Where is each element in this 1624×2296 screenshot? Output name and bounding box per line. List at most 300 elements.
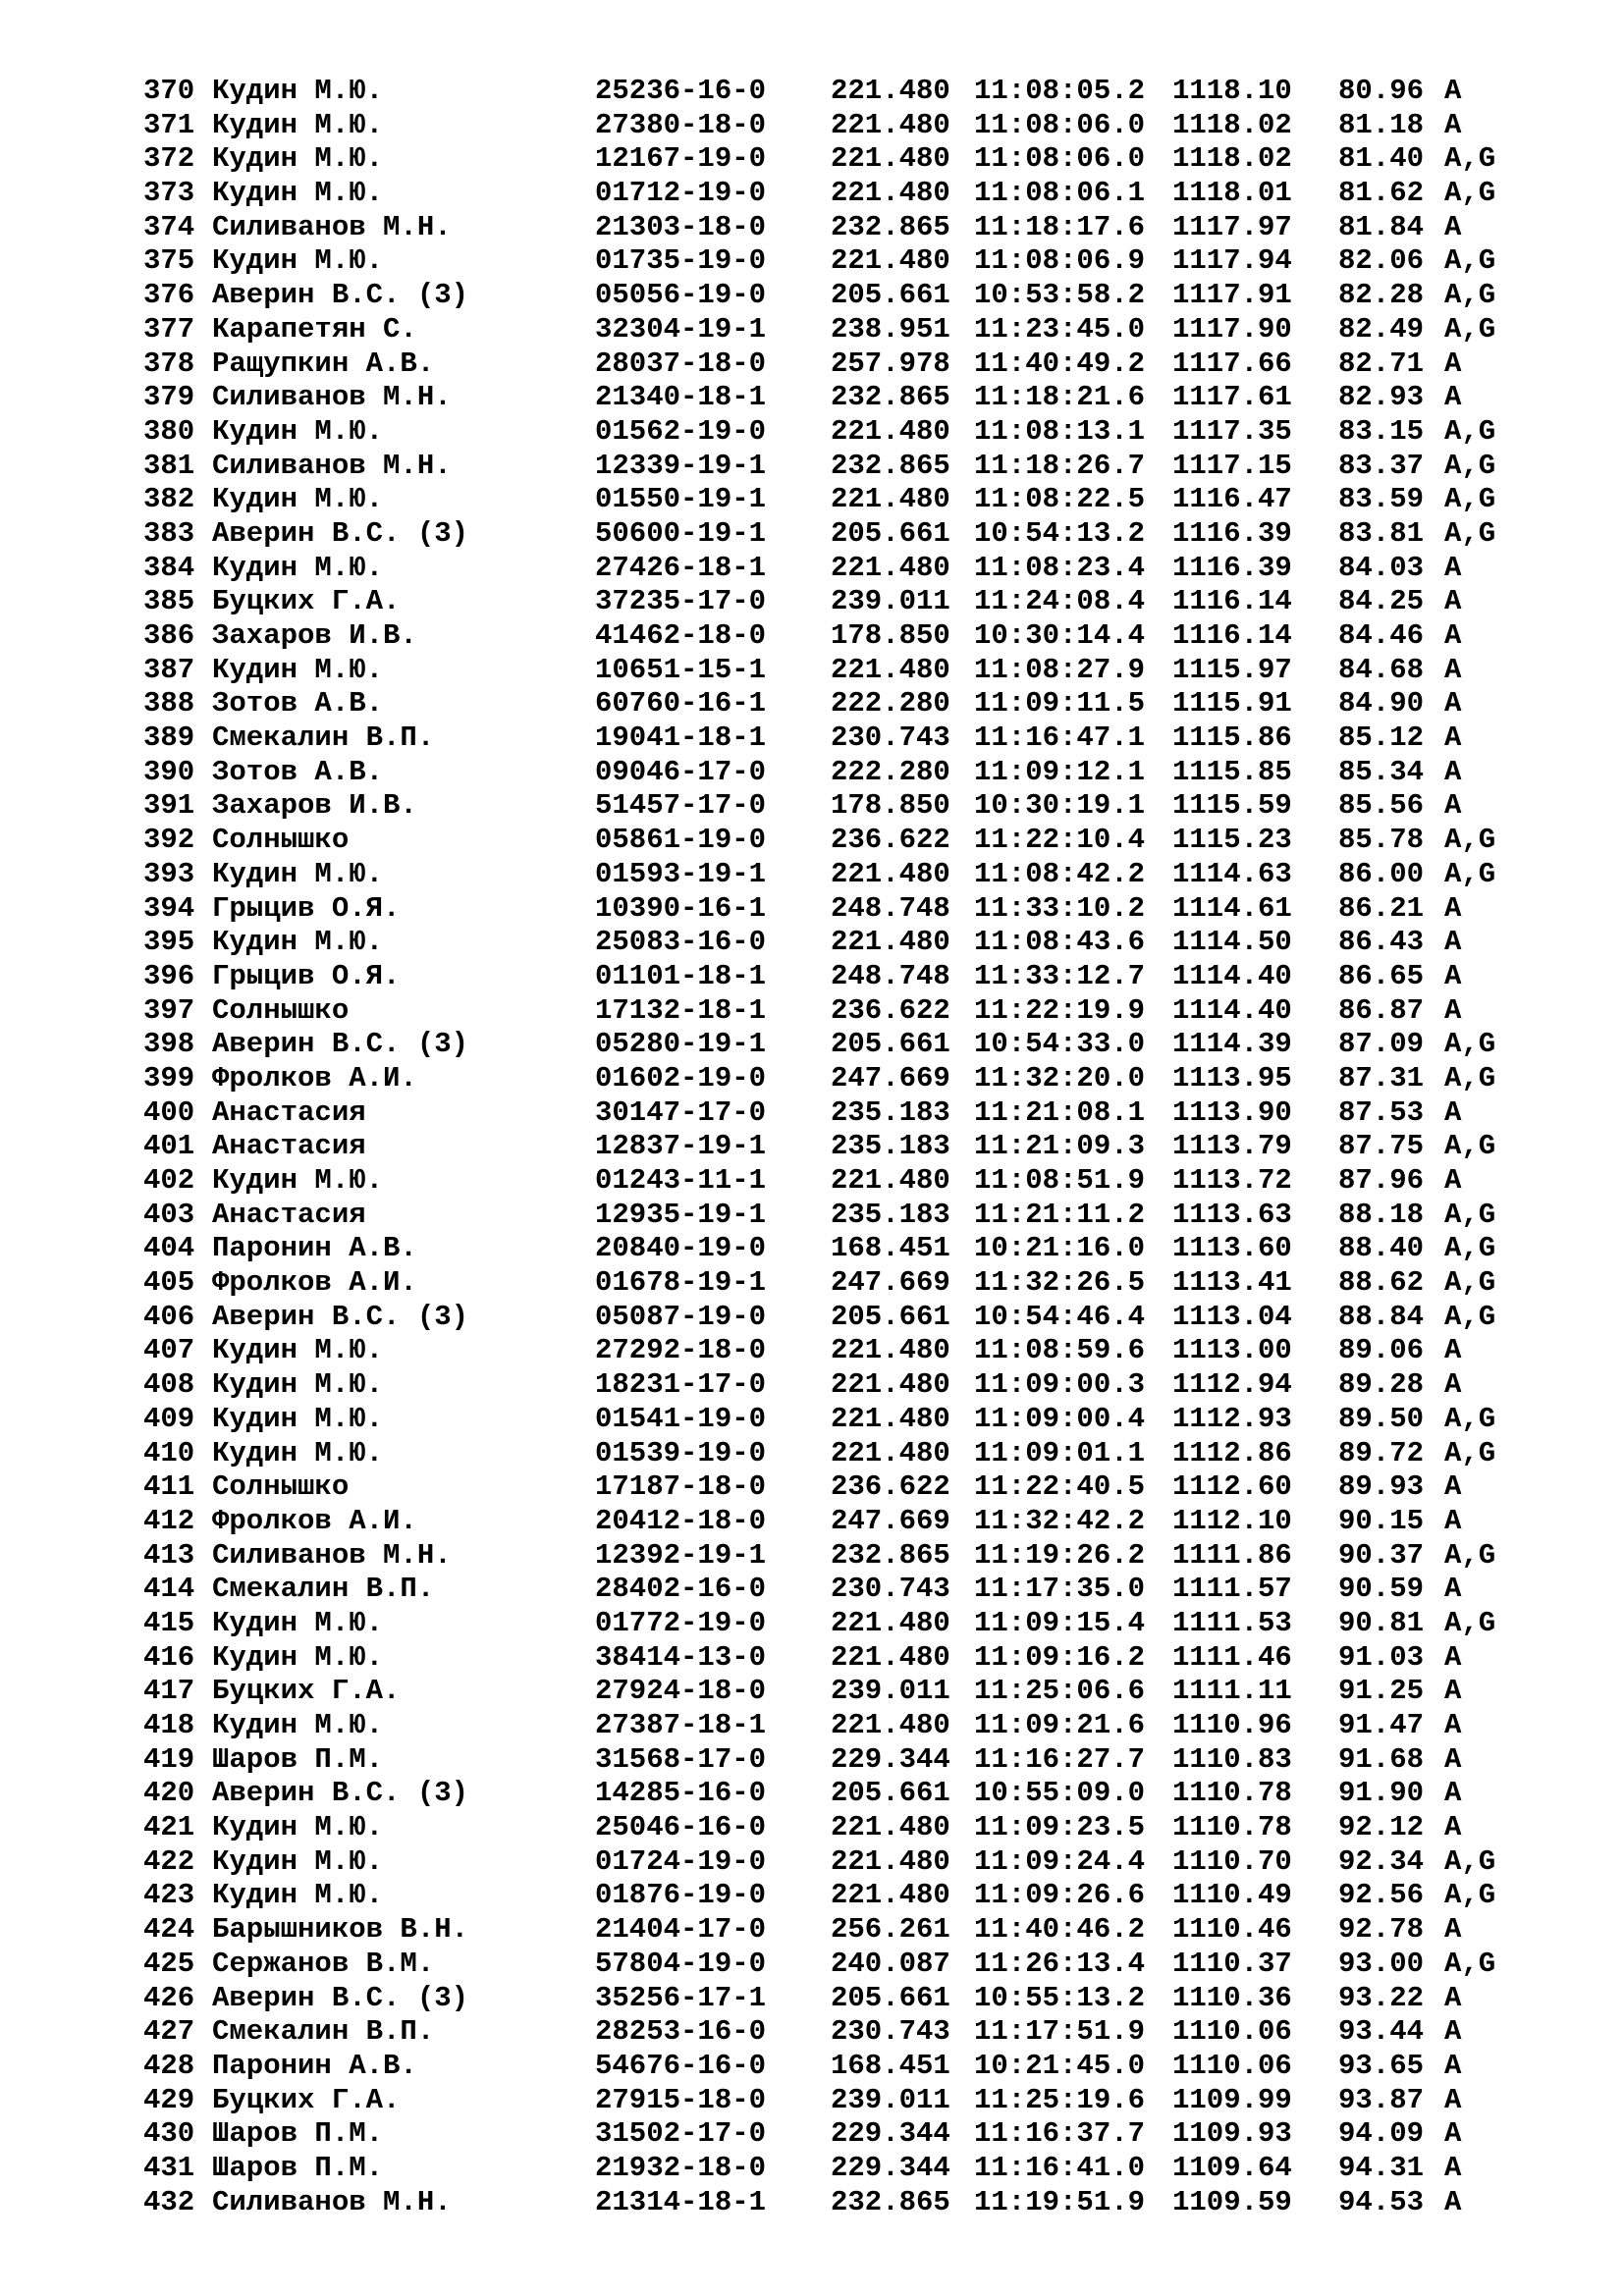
- arrival-time: 11:25:19.6: [974, 2083, 1146, 2116]
- speed: 1117.66: [1172, 347, 1292, 380]
- speed: 1113.72: [1172, 1164, 1292, 1197]
- coefficient: 82.06: [1338, 244, 1425, 278]
- speed: 1110.46: [1172, 1913, 1292, 1947]
- flags: A: [1444, 721, 1462, 755]
- arrival-time: 11:33:12.7: [974, 959, 1146, 992]
- fancier-name: Кудин М.Ю.: [212, 1879, 384, 1912]
- place-number: 379: [143, 381, 195, 414]
- place-number: 384: [143, 551, 195, 584]
- fancier-name: Кудин М.Ю.: [212, 1606, 384, 1639]
- fancier-name: Силиванов М.Н.: [212, 210, 452, 243]
- place-number: 386: [143, 619, 195, 652]
- coefficient: 82.28: [1338, 279, 1425, 312]
- fancier-name: Шаров П.М.: [212, 1742, 384, 1776]
- arrival-time: 10:54:33.0: [974, 1028, 1146, 1061]
- ring-number: 28037-18-0: [595, 347, 767, 380]
- flags: A,G: [1444, 244, 1496, 278]
- flags: A,G: [1444, 1538, 1496, 1572]
- flags: A,G: [1444, 279, 1496, 312]
- fancier-name: Ращупкин А.В.: [212, 347, 435, 380]
- fancier-name: Кудин М.Ю.: [212, 414, 384, 448]
- distance: 178.850: [831, 619, 950, 652]
- arrival-time: 11:08:42.2: [974, 857, 1146, 890]
- coefficient: 85.56: [1338, 789, 1425, 823]
- ring-number: 27426-18-1: [595, 551, 767, 584]
- fancier-name: Силиванов М.Н.: [212, 381, 452, 414]
- distance: 236.622: [831, 1470, 950, 1504]
- place-number: 404: [143, 1232, 195, 1265]
- distance: 247.669: [831, 1266, 950, 1300]
- place-number: 393: [143, 857, 195, 890]
- place-number: 376: [143, 279, 195, 312]
- speed: 1114.39: [1172, 1028, 1292, 1061]
- ring-number: 35256-17-1: [595, 1981, 767, 2014]
- flags: A: [1444, 585, 1462, 618]
- arrival-time: 11:40:49.2: [974, 347, 1146, 380]
- arrival-time: 11:32:42.2: [974, 1504, 1146, 1537]
- ring-number: 01678-19-1: [595, 1266, 767, 1300]
- place-number: 396: [143, 959, 195, 992]
- speed: 1110.36: [1172, 1981, 1292, 2014]
- distance: 230.743: [831, 1573, 950, 1606]
- ring-number: 01876-19-0: [595, 1879, 767, 1912]
- place-number: 370: [143, 75, 195, 107]
- place-number: 427: [143, 2015, 195, 2049]
- ring-number: 41462-18-0: [595, 619, 767, 652]
- arrival-time: 11:08:06.0: [974, 108, 1146, 141]
- flags: A,G: [1444, 1130, 1496, 1163]
- distance: 235.183: [831, 1095, 950, 1129]
- ring-number: 27380-18-0: [595, 108, 767, 141]
- distance: 221.480: [831, 1844, 950, 1878]
- fancier-name: Кудин М.Ю.: [212, 1334, 384, 1367]
- ring-number: 18231-17-0: [595, 1368, 767, 1402]
- coefficient: 83.15: [1338, 414, 1425, 448]
- arrival-time: 11:09:26.6: [974, 1879, 1146, 1912]
- distance: 221.480: [831, 1811, 950, 1844]
- distance: 205.661: [831, 1028, 950, 1061]
- distance: 229.344: [831, 2117, 950, 2151]
- fancier-name: Кудин М.Ю.: [212, 244, 384, 278]
- distance: 239.011: [831, 2083, 950, 2116]
- place-number: 390: [143, 755, 195, 788]
- flags: A: [1444, 1334, 1462, 1367]
- flags: A: [1444, 1777, 1462, 1810]
- speed: 1109.59: [1172, 2185, 1292, 2218]
- flags: A: [1444, 75, 1462, 107]
- coefficient: 91.25: [1338, 1675, 1425, 1708]
- ring-number: 01735-19-0: [595, 244, 767, 278]
- coefficient: 88.40: [1338, 1232, 1425, 1265]
- fancier-name: Шаров П.М.: [212, 2117, 384, 2151]
- flags: A: [1444, 2015, 1462, 2049]
- fancier-name: Анастасия: [212, 1095, 366, 1129]
- arrival-time: 11:08:59.6: [974, 1334, 1146, 1367]
- place-number: 378: [143, 347, 195, 380]
- fancier-name: Кудин М.Ю.: [212, 653, 384, 686]
- place-number: 394: [143, 891, 195, 925]
- place-number: 421: [143, 1811, 195, 1844]
- distance: 221.480: [831, 1164, 950, 1197]
- distance: 222.280: [831, 755, 950, 788]
- ring-number: 17187-18-0: [595, 1470, 767, 1504]
- distance: 221.480: [831, 1402, 950, 1435]
- fancier-name: Буцких Г.А.: [212, 1675, 401, 1708]
- distance: 221.480: [831, 414, 950, 448]
- arrival-time: 11:26:13.4: [974, 1947, 1146, 1980]
- arrival-time: 11:33:10.2: [974, 891, 1146, 925]
- fancier-name: Кудин М.Ю.: [212, 1436, 384, 1469]
- coefficient: 93.22: [1338, 1981, 1425, 2014]
- fancier-name: Кудин М.Ю.: [212, 1709, 384, 1741]
- place-number: 429: [143, 2083, 195, 2116]
- flags: A: [1444, 1470, 1462, 1504]
- speed: 1110.70: [1172, 1844, 1292, 1878]
- place-number: 407: [143, 1334, 195, 1367]
- fancier-name: Барышников В.Н.: [212, 1913, 469, 1947]
- flags: A: [1444, 108, 1462, 141]
- flags: A,G: [1444, 824, 1496, 857]
- ring-number: 25046-16-0: [595, 1811, 767, 1844]
- fancier-name: Шаров П.М.: [212, 2151, 384, 2184]
- arrival-time: 10:30:14.4: [974, 619, 1146, 652]
- arrival-time: 11:24:08.4: [974, 585, 1146, 618]
- speed: 1109.99: [1172, 2083, 1292, 2116]
- flags: A,G: [1444, 142, 1496, 176]
- speed: 1110.83: [1172, 1742, 1292, 1776]
- distance: 221.480: [831, 1436, 950, 1469]
- place-number: 381: [143, 449, 195, 482]
- flags: A,G: [1444, 177, 1496, 210]
- flags: A,G: [1444, 1266, 1496, 1300]
- ring-number: 01550-19-1: [595, 483, 767, 516]
- distance: 232.865: [831, 2185, 950, 2218]
- place-number: 418: [143, 1709, 195, 1741]
- flags: A: [1444, 381, 1462, 414]
- fancier-name: Аверин В.С. (3): [212, 279, 469, 312]
- speed: 1115.86: [1172, 721, 1292, 755]
- place-number: 401: [143, 1130, 195, 1163]
- fancier-name: Фролков А.И.: [212, 1504, 417, 1537]
- coefficient: 88.18: [1338, 1198, 1425, 1231]
- speed: 1112.94: [1172, 1368, 1292, 1402]
- speed: 1115.91: [1172, 687, 1292, 721]
- flags: A,G: [1444, 1436, 1496, 1469]
- distance: 238.951: [831, 312, 950, 346]
- flags: A,G: [1444, 449, 1496, 482]
- flags: A,G: [1444, 1232, 1496, 1265]
- speed: 1118.10: [1172, 75, 1292, 107]
- coefficient: 84.03: [1338, 551, 1425, 584]
- speed: 1110.49: [1172, 1879, 1292, 1912]
- flags: A: [1444, 619, 1462, 652]
- arrival-time: 11:16:37.7: [974, 2117, 1146, 2151]
- ring-number: 27924-18-0: [595, 1675, 767, 1708]
- place-number: 374: [143, 210, 195, 243]
- coefficient: 82.71: [1338, 347, 1425, 380]
- ring-number: 50600-19-1: [595, 516, 767, 550]
- fancier-name: Кудин М.Ю.: [212, 1640, 384, 1674]
- place-number: 405: [143, 1266, 195, 1300]
- distance: 221.480: [831, 244, 950, 278]
- distance: 205.661: [831, 1777, 950, 1810]
- fancier-name: Смекалин В.П.: [212, 1573, 435, 1606]
- coefficient: 87.31: [1338, 1061, 1425, 1095]
- arrival-time: 11:32:26.5: [974, 1266, 1146, 1300]
- flags: A: [1444, 1640, 1462, 1674]
- fancier-name: Кудин М.Ю.: [212, 1164, 384, 1197]
- arrival-time: 10:55:13.2: [974, 1981, 1146, 2014]
- distance: 239.011: [831, 1675, 950, 1708]
- ring-number: 01712-19-0: [595, 177, 767, 210]
- distance: 221.480: [831, 653, 950, 686]
- speed: 1117.35: [1172, 414, 1292, 448]
- place-number: 431: [143, 2151, 195, 2184]
- distance: 178.850: [831, 789, 950, 823]
- arrival-time: 11:08:06.0: [974, 142, 1146, 176]
- speed: 1116.39: [1172, 516, 1292, 550]
- ring-number: 19041-18-1: [595, 721, 767, 755]
- speed: 1113.60: [1172, 1232, 1292, 1265]
- coefficient: 86.43: [1338, 926, 1425, 959]
- fancier-name: Сержанов В.М.: [212, 1947, 435, 1980]
- flags: A: [1444, 1095, 1462, 1129]
- coefficient: 83.59: [1338, 483, 1425, 516]
- place-number: 413: [143, 1538, 195, 1572]
- arrival-time: 11:25:06.6: [974, 1675, 1146, 1708]
- distance: 221.480: [831, 177, 950, 210]
- speed: 1118.01: [1172, 177, 1292, 210]
- place-number: 419: [143, 1742, 195, 1776]
- ring-number: 01724-19-0: [595, 1844, 767, 1878]
- coefficient: 92.78: [1338, 1913, 1425, 1947]
- coefficient: 81.62: [1338, 177, 1425, 210]
- ring-number: 12935-19-1: [595, 1198, 767, 1231]
- distance: 205.661: [831, 1981, 950, 2014]
- ring-number: 60760-16-1: [595, 687, 767, 721]
- place-number: 426: [143, 1981, 195, 2014]
- ring-number: 12339-19-1: [595, 449, 767, 482]
- arrival-time: 11:21:09.3: [974, 1130, 1146, 1163]
- speed: 1113.63: [1172, 1198, 1292, 1231]
- flags: A: [1444, 1675, 1462, 1708]
- flags: A: [1444, 2049, 1462, 2082]
- coefficient: 91.03: [1338, 1640, 1425, 1674]
- place-number: 423: [143, 1879, 195, 1912]
- ring-number: 21340-18-1: [595, 381, 767, 414]
- fancier-name: Кудин М.Ю.: [212, 1368, 384, 1402]
- ring-number: 09046-17-0: [595, 755, 767, 788]
- speed: 1114.50: [1172, 926, 1292, 959]
- ring-number: 12837-19-1: [595, 1130, 767, 1163]
- place-number: 410: [143, 1436, 195, 1469]
- ring-number: 14285-16-0: [595, 1777, 767, 1810]
- speed: 1110.78: [1172, 1777, 1292, 1810]
- coefficient: 89.06: [1338, 1334, 1425, 1367]
- coefficient: 82.93: [1338, 381, 1425, 414]
- speed: 1113.90: [1172, 1095, 1292, 1129]
- flags: A,G: [1444, 1198, 1496, 1231]
- place-number: 403: [143, 1198, 195, 1231]
- ring-number: 31502-17-0: [595, 2117, 767, 2151]
- coefficient: 92.12: [1338, 1811, 1425, 1844]
- speed: 1116.39: [1172, 551, 1292, 584]
- fancier-name: Паронин А.В.: [212, 2049, 417, 2082]
- arrival-time: 11:40:46.2: [974, 1913, 1146, 1947]
- arrival-time: 11:09:12.1: [974, 755, 1146, 788]
- coefficient: 89.28: [1338, 1368, 1425, 1402]
- place-number: 375: [143, 244, 195, 278]
- flags: A: [1444, 210, 1462, 243]
- arrival-time: 11:23:45.0: [974, 312, 1146, 346]
- flags: A,G: [1444, 1844, 1496, 1878]
- arrival-time: 11:21:08.1: [974, 1095, 1146, 1129]
- speed: 1117.94: [1172, 244, 1292, 278]
- speed: 1115.85: [1172, 755, 1292, 788]
- ring-number: 12392-19-1: [595, 1538, 767, 1572]
- flags: A,G: [1444, 1879, 1496, 1912]
- ring-number: 30147-17-0: [595, 1095, 767, 1129]
- speed: 1113.79: [1172, 1130, 1292, 1163]
- speed: 1117.91: [1172, 279, 1292, 312]
- flags: A,G: [1444, 516, 1496, 550]
- coefficient: 86.21: [1338, 891, 1425, 925]
- distance: 235.183: [831, 1198, 950, 1231]
- speed: 1113.04: [1172, 1300, 1292, 1333]
- flags: A,G: [1444, 1061, 1496, 1095]
- place-number: 428: [143, 2049, 195, 2082]
- flags: A: [1444, 926, 1462, 959]
- flags: A: [1444, 2185, 1462, 2218]
- coefficient: 88.62: [1338, 1266, 1425, 1300]
- arrival-time: 11:16:41.0: [974, 2151, 1146, 2184]
- fancier-name: Силиванов М.Н.: [212, 1538, 452, 1572]
- flags: A,G: [1444, 1402, 1496, 1435]
- coefficient: 91.68: [1338, 1742, 1425, 1776]
- coefficient: 94.09: [1338, 2117, 1425, 2151]
- fancier-name: Грыцив О.Я.: [212, 891, 401, 925]
- ring-number: 01562-19-0: [595, 414, 767, 448]
- flags: A,G: [1444, 1606, 1496, 1639]
- place-number: 373: [143, 177, 195, 210]
- speed: 1115.23: [1172, 824, 1292, 857]
- fancier-name: Аверин В.С. (3): [212, 1777, 469, 1810]
- arrival-time: 11:08:43.6: [974, 926, 1146, 959]
- ring-number: 25083-16-0: [595, 926, 767, 959]
- arrival-time: 11:17:51.9: [974, 2015, 1146, 2049]
- coefficient: 82.49: [1338, 312, 1425, 346]
- speed: 1116.14: [1172, 619, 1292, 652]
- ring-number: 37235-17-0: [595, 585, 767, 618]
- place-number: 372: [143, 142, 195, 176]
- distance: 221.480: [831, 857, 950, 890]
- coefficient: 94.31: [1338, 2151, 1425, 2184]
- place-number: 402: [143, 1164, 195, 1197]
- fancier-name: Аверин В.С. (3): [212, 516, 469, 550]
- speed: 1111.11: [1172, 1675, 1292, 1708]
- coefficient: 85.78: [1338, 824, 1425, 857]
- arrival-time: 11:08:13.1: [974, 414, 1146, 448]
- fancier-name: Буцких Г.А.: [212, 2083, 401, 2116]
- coefficient: 90.37: [1338, 1538, 1425, 1572]
- arrival-time: 11:22:19.9: [974, 993, 1146, 1027]
- place-number: 398: [143, 1028, 195, 1061]
- coefficient: 87.09: [1338, 1028, 1425, 1061]
- fancier-name: Зотов А.В.: [212, 687, 384, 721]
- speed: 1111.86: [1172, 1538, 1292, 1572]
- ring-number: 31568-17-0: [595, 1742, 767, 1776]
- coefficient: 87.75: [1338, 1130, 1425, 1163]
- fancier-name: Солнышко: [212, 993, 350, 1027]
- distance: 221.480: [831, 1709, 950, 1741]
- flags: A,G: [1444, 1028, 1496, 1061]
- fancier-name: Кудин М.Ю.: [212, 926, 384, 959]
- speed: 1118.02: [1172, 108, 1292, 141]
- distance: 221.480: [831, 108, 950, 141]
- place-number: 399: [143, 1061, 195, 1095]
- arrival-time: 11:08:22.5: [974, 483, 1146, 516]
- coefficient: 91.90: [1338, 1777, 1425, 1810]
- distance: 257.978: [831, 347, 950, 380]
- speed: 1112.10: [1172, 1504, 1292, 1537]
- place-number: 383: [143, 516, 195, 550]
- ring-number: 01243-11-1: [595, 1164, 767, 1197]
- distance: 205.661: [831, 1300, 950, 1333]
- place-number: 408: [143, 1368, 195, 1402]
- fancier-name: Смекалин В.П.: [212, 721, 435, 755]
- coefficient: 87.96: [1338, 1164, 1425, 1197]
- speed: 1114.63: [1172, 857, 1292, 890]
- flags: A: [1444, 1981, 1462, 2014]
- coefficient: 85.12: [1338, 721, 1425, 755]
- flags: A: [1444, 755, 1462, 788]
- arrival-time: 11:09:11.5: [974, 687, 1146, 721]
- distance: 230.743: [831, 721, 950, 755]
- distance: 232.865: [831, 381, 950, 414]
- coefficient: 86.65: [1338, 959, 1425, 992]
- coefficient: 85.34: [1338, 755, 1425, 788]
- speed: 1116.14: [1172, 585, 1292, 618]
- place-number: 385: [143, 585, 195, 618]
- distance: 221.480: [831, 1606, 950, 1639]
- ring-number: 17132-18-1: [595, 993, 767, 1027]
- place-number: 412: [143, 1504, 195, 1537]
- arrival-time: 11:19:51.9: [974, 2185, 1146, 2218]
- flags: A: [1444, 789, 1462, 823]
- coefficient: 81.84: [1338, 210, 1425, 243]
- place-number: 415: [143, 1606, 195, 1639]
- place-number: 395: [143, 926, 195, 959]
- arrival-time: 11:08:27.9: [974, 653, 1146, 686]
- coefficient: 84.25: [1338, 585, 1425, 618]
- coefficient: 86.87: [1338, 993, 1425, 1027]
- arrival-time: 11:08:23.4: [974, 551, 1146, 584]
- fancier-name: Зотов А.В.: [212, 755, 384, 788]
- flags: A: [1444, 2117, 1462, 2151]
- arrival-time: 11:32:20.0: [974, 1061, 1146, 1095]
- coefficient: 84.90: [1338, 687, 1425, 721]
- place-number: 417: [143, 1675, 195, 1708]
- fancier-name: Анастасия: [212, 1130, 366, 1163]
- speed: 1109.64: [1172, 2151, 1292, 2184]
- ring-number: 05861-19-0: [595, 824, 767, 857]
- fancier-name: Анастасия: [212, 1198, 366, 1231]
- arrival-time: 10:54:13.2: [974, 516, 1146, 550]
- fancier-name: Аверин В.С. (3): [212, 1981, 469, 2014]
- arrival-time: 11:22:40.5: [974, 1470, 1146, 1504]
- flags: A: [1444, 993, 1462, 1027]
- coefficient: 84.68: [1338, 653, 1425, 686]
